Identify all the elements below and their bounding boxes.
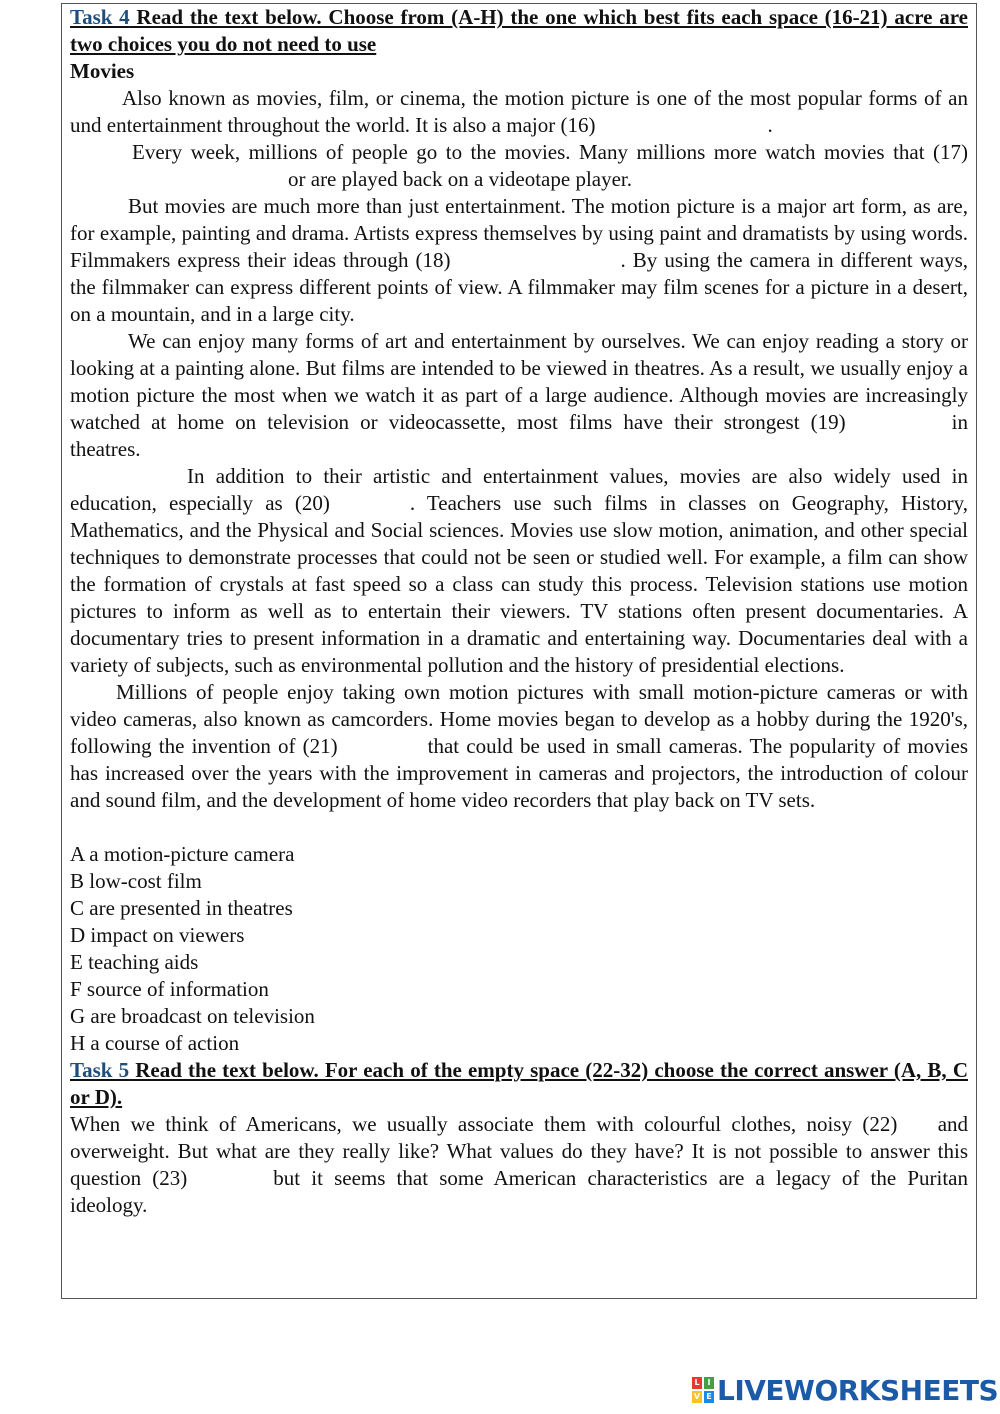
paragraph-2	[70, 139, 968, 193]
paragraph-5	[70, 463, 968, 679]
paragraph-text: Millions of people enjoy taking own motion pictures with small motion-picture cameras or with video cameras, also known as camcorders. Home movies began to develop as a hobby during the 1920's, following the invention of (21)	[70, 680, 968, 758]
logo-icon: L I V E	[692, 1377, 714, 1403]
paragraph-text: but it seems that some American characteristics are a legacy of the Puritan ideology.	[70, 1166, 968, 1217]
paragraph-6	[70, 679, 968, 814]
text-title: Movies	[70, 59, 135, 83]
task5-heading	[70, 1057, 968, 1111]
task4-label: Task 4	[70, 5, 130, 29]
paragraph-3	[70, 193, 968, 328]
paragraph-text: in theatres.	[70, 410, 968, 461]
option-f: F source of information	[70, 977, 269, 1001]
paragraph-text: that could be used in small cameras. The popularity of movies has increased over the years with the improvement in cameras and projectors, the introduction of colour and sound film, and the development of home video recorders that play back on TV sets.	[70, 734, 968, 812]
paragraph-1	[70, 85, 968, 139]
task5-paragraph	[70, 1111, 968, 1219]
paragraph-text: When we think of Americans, we usually associate them with colourful clothes, noisy (22)	[70, 1112, 898, 1136]
paragraph-text: . By using the camera in different ways, the filmmaker can express different points of view. A filmmaker may film scenes for a picture in a desert, on a mountain, and in a large city.	[70, 248, 968, 326]
paragraph-text: Every week, millions of people go to the movies. Many millions more watch movies that (17)	[132, 140, 968, 164]
option-h: H a course of action	[70, 1031, 240, 1055]
answer-options	[70, 841, 968, 1057]
paragraph-text: We can enjoy many forms of art and entertainment by ourselves. We can enjoy reading a story or looking at a painting alone. But films are intended to be viewed in theatres. As a result, we usually enjoy a motion picture the most when we watch it as part of a large audience. Although movies are increasingly watched at home on television or videocassette, most films have their strongest (19)	[70, 329, 968, 434]
task4-instruction: Read the text below. Choose from (A-H) the one which best fits each space (16-21) acre are two choices you do not need to use	[70, 5, 968, 56]
paragraph-text: In addition to their artistic and entertainment values, movies are also widely used in education, especially as (20)	[70, 464, 968, 515]
task5-instruction: Read the text below. For each of the empty space (22-32) choose the correct answer (A, B, C or D).	[70, 1058, 968, 1109]
option-c: C are presented in theatres	[70, 896, 293, 920]
option-a: A a motion-picture camera	[70, 842, 295, 866]
paragraph-text: . Teachers use such films in classes on Geography, History, Mathematics, and the Physical and Social sciences. Movies use slow motion, animation, and other special techniques to demonstrate processes that could not be seen or studied well. For example, a film can show the formation of crystals at fast speed so a class can study this process. Television stations use motion pictures to inform as well as to entertain their viewers. TV stations often present documentaries. A documentary tries to present information in a dramatic and entertaining way. Documentaries deal with a variety of subjects, such as environmental pollution and the history of presidential elections.	[70, 491, 968, 677]
paragraph-text: or are played back on a videotape player.	[288, 167, 633, 191]
option-b: B low-cost film	[70, 869, 202, 893]
task5-label: Task 5	[70, 1058, 130, 1082]
paragraph-text: and overweight. But what are they really like? What values do they have? It is not possible to answer this question (23)	[70, 1112, 969, 1190]
option-g: G are broadcast on television	[70, 1004, 315, 1028]
paragraph-text: But movies are much more than just entertainment. The motion picture is a major art form, as are, for example, painting and drama. Artists express themselves by using paint and dramatists by using words. Filmmakers express their ideas through (18)	[70, 194, 968, 272]
paragraph-text: .	[767, 113, 773, 137]
liveworksheets-logo	[692, 1373, 998, 1407]
option-d: D impact on viewers	[70, 923, 245, 947]
worksheet-content	[70, 4, 968, 1219]
logo-text: LIVEWORKSHEETS	[717, 1373, 999, 1407]
paragraph-4	[70, 328, 968, 463]
paragraph-text: Also known as movies, film, or cinema, the motion picture is one of the most popular forms of an und entertainment throughout the world. It is also a major (16)	[70, 86, 968, 137]
option-e: E teaching aids	[70, 950, 199, 974]
task4-heading	[70, 4, 968, 58]
